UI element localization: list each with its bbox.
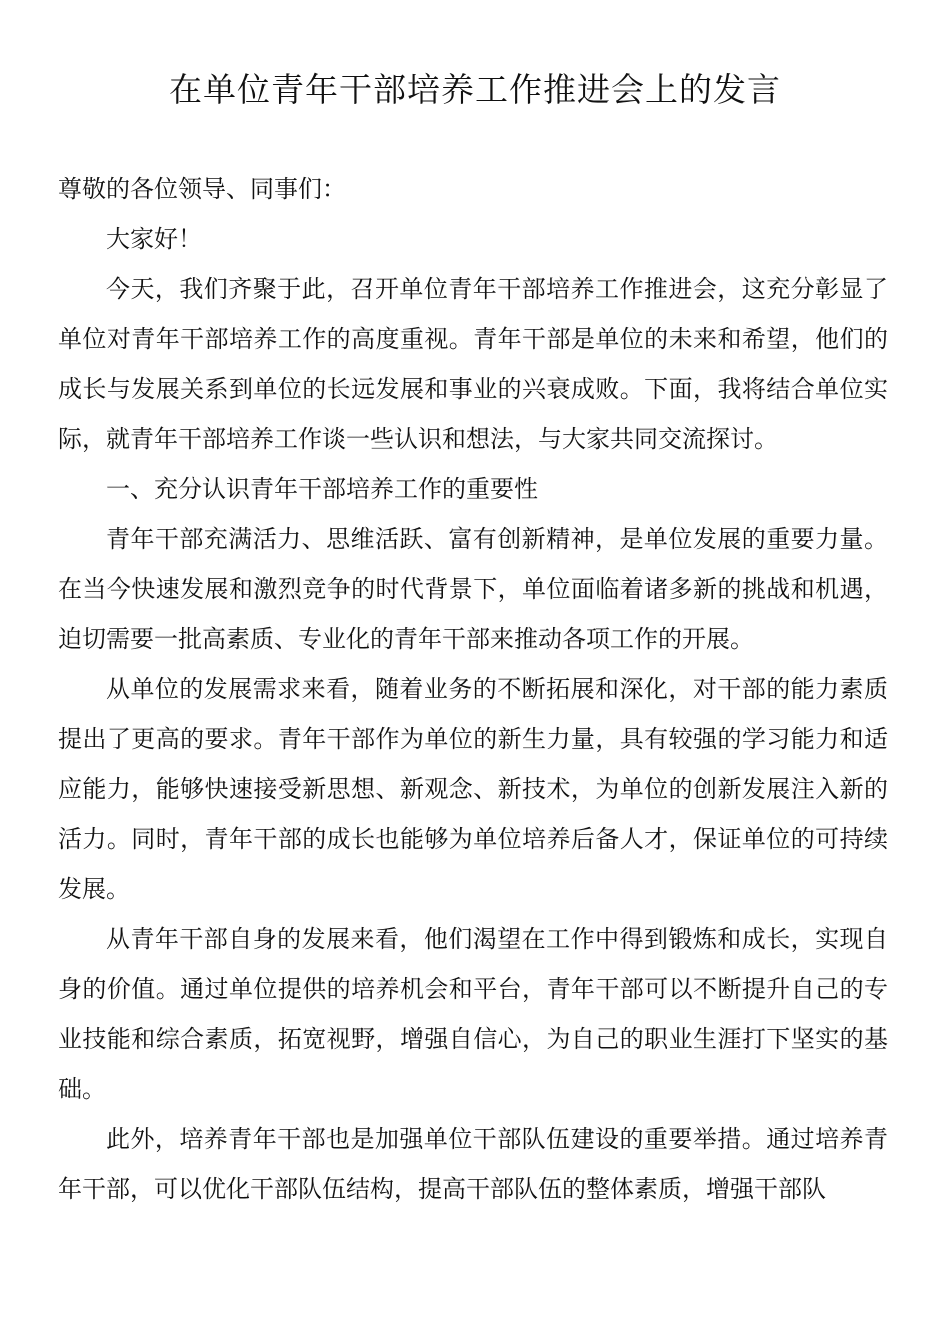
section-heading-1: 一、充分认识青年干部培养工作的重要性 <box>106 475 538 503</box>
paragraph: 此外，培养青年干部也是加强单位干部队伍建设的重要举措。通过培养青年干部，可以优化干部队伍结构，提高干部队伍的整体素质，增强干部队 <box>58 1125 888 1203</box>
paragraph: 从青年干部自身的发展来看，他们渴望在工作中得到锻炼和成长，实现自身的价值。通过单位提供的培养机会和平台，青年干部可以不断提升自己的专业技能和综合素质，拓宽视野，增强自信心，为自己的职业生涯打下坚实的基础。 <box>58 925 888 1103</box>
greeting: 大家好！ <box>106 225 202 253</box>
document-title: 在单位青年干部培养工作推进会上的发言 <box>169 70 781 109</box>
paragraph: 青年干部充满活力、思维活跃、富有创新精神，是单位发展的重要力量。在当今快速发展和激烈竞争的时代背景下，单位面临着诸多新的挑战和机遇，迫切需要一批高素质、专业化的青年干部来推动各项工作的开展。 <box>58 525 888 653</box>
paragraph: 从单位的发展需求来看，随着业务的不断拓展和深化，对干部的能力素质提出了更高的要求。青年干部作为单位的新生力量，具有较强的学习能力和适应能力，能够快速接受新思想、新观念、新技术，为单位的创新发展注入新的活力。同时，青年干部的成长也能够为单位培养后备人才，保证单位的可持续发展。 <box>58 675 888 903</box>
salutation: 尊敬的各位领导、同事们： <box>58 175 346 203</box>
paragraph-intro: 今天，我们齐聚于此，召开单位青年干部培养工作推进会，这充分彰显了单位对青年干部培养工作的高度重视。青年干部是单位的未来和希望，他们的成长与发展关系到单位的长远发展和事业的兴衰成败。下面，我将结合单位实际，就青年干部培养工作谈一些认识和想法，与大家共同交流探讨。 <box>58 275 888 453</box>
document-body <box>58 164 888 1214</box>
